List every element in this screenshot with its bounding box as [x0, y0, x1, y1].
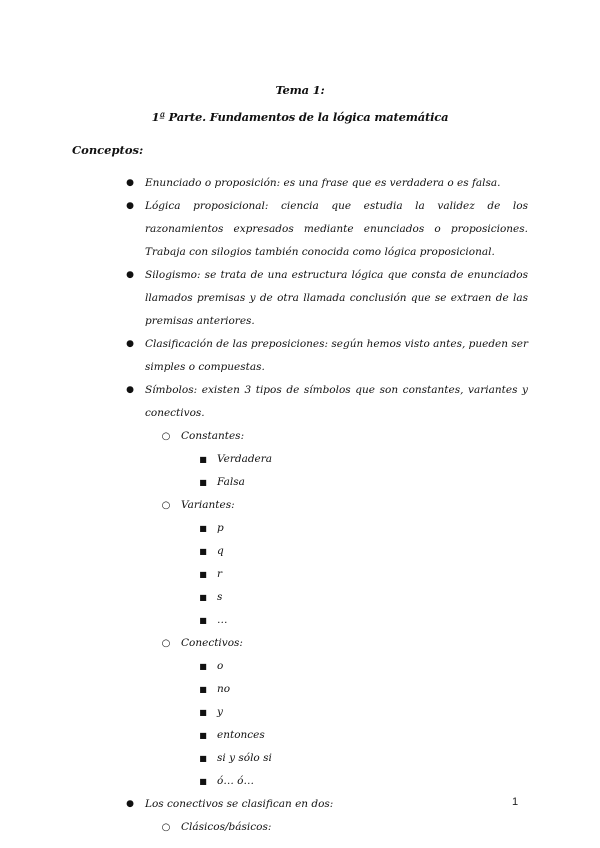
list-item [0, 747, 528, 770]
list-item-text: Clásicos/básicos: [181, 821, 272, 833]
bullet-icon: ○ [161, 431, 171, 442]
list-item [0, 494, 528, 517]
document-subtitle: 1ª Parte. Fundamentos de la lógica matemática [151, 110, 449, 124]
list-item-text: Variantes: [181, 499, 235, 511]
list-item-text: Silogismo: se trata de una estructura lógica que consta de enunciados llamados premisas y de otra llamada conclusión que se extraen de las premisas anteriores. [145, 269, 528, 327]
list-item-text: entonces [217, 729, 265, 741]
bullet-icon: ■ [199, 708, 207, 717]
list-item [0, 425, 528, 448]
bullet-icon: ● [126, 339, 134, 349]
list-item-text: s [217, 591, 223, 603]
list-item [0, 172, 528, 195]
concept-list [0, 172, 600, 839]
list-item [0, 609, 528, 632]
bullet-icon: ○ [161, 500, 171, 511]
bullet-icon: ■ [199, 524, 207, 533]
list-item-text: Constantes: [181, 430, 245, 442]
list-item-text: r [217, 568, 223, 580]
list-item-text: Símbolos: existen 3 tipos de símbolos que son constantes, variantes y conectivos. [145, 384, 528, 419]
bullet-icon: ■ [199, 662, 207, 671]
bullet-icon: ○ [161, 822, 171, 833]
list-item [0, 379, 528, 425]
bullet-icon: ■ [199, 593, 207, 602]
list-item [0, 701, 528, 724]
list-item-text: p [217, 522, 224, 534]
list-item [0, 195, 528, 264]
list-item-text: Clasificación de las preposiciones: según hemos visto antes, pueden ser simples o compuestas. [145, 338, 528, 373]
bullet-icon: ● [126, 385, 134, 395]
list-item-text: ó… ó… [217, 775, 254, 787]
bullet-icon: ● [126, 270, 134, 280]
bullet-icon: ■ [199, 570, 207, 579]
list-item [0, 471, 528, 494]
list-item [0, 678, 528, 701]
list-item-text: q [217, 545, 224, 557]
list-item-text: Verdadera [217, 453, 273, 465]
list-item [0, 540, 528, 563]
list-item-text: Lógica proposicional: ciencia que estudia la validez de los razonamientos expresados mediante enunciados o proposiciones. Trabaja con silogios también conocida como lógica proposicional. [145, 200, 528, 258]
bullet-icon: ■ [199, 616, 207, 625]
list-item [0, 724, 528, 747]
list-item-text: Enunciado o proposición: es una frase que es verdadera o es falsa. [145, 177, 501, 189]
list-item-text: y [217, 706, 223, 718]
bullet-icon: ■ [199, 455, 207, 464]
list-item [0, 448, 528, 471]
list-item [0, 517, 528, 540]
list-item-text: Falsa [217, 476, 245, 488]
list-item-text: si y sólo si [217, 752, 272, 764]
list-item-text: no [217, 683, 231, 695]
list-item [0, 333, 528, 379]
list-item [0, 655, 528, 678]
list-item [0, 793, 528, 816]
bullet-icon: ■ [199, 777, 207, 786]
list-item-text: Conectivos: [181, 637, 243, 649]
bullet-icon: ■ [199, 685, 207, 694]
page-number: 1 [512, 796, 519, 808]
bullet-icon: ■ [199, 478, 207, 487]
list-item [0, 586, 528, 609]
list-item [0, 770, 528, 793]
list-item [0, 816, 528, 839]
bullet-icon: ● [126, 178, 134, 188]
bullet-icon: ● [126, 799, 134, 809]
list-item-text: o [217, 660, 224, 672]
document-title: Tema 1: [275, 83, 325, 97]
bullet-icon: ○ [161, 638, 171, 649]
bullet-icon: ● [126, 201, 134, 211]
list-item [0, 563, 528, 586]
list-item [0, 264, 528, 333]
bullet-icon: ■ [199, 731, 207, 740]
bullet-icon: ■ [199, 754, 207, 763]
bullet-icon: ■ [199, 547, 207, 556]
list-item-text: Los conectivos se clasifican en dos: [145, 798, 334, 810]
list-item-text: … [217, 614, 228, 626]
list-item [0, 632, 528, 655]
section-heading: Conceptos: [72, 143, 144, 157]
